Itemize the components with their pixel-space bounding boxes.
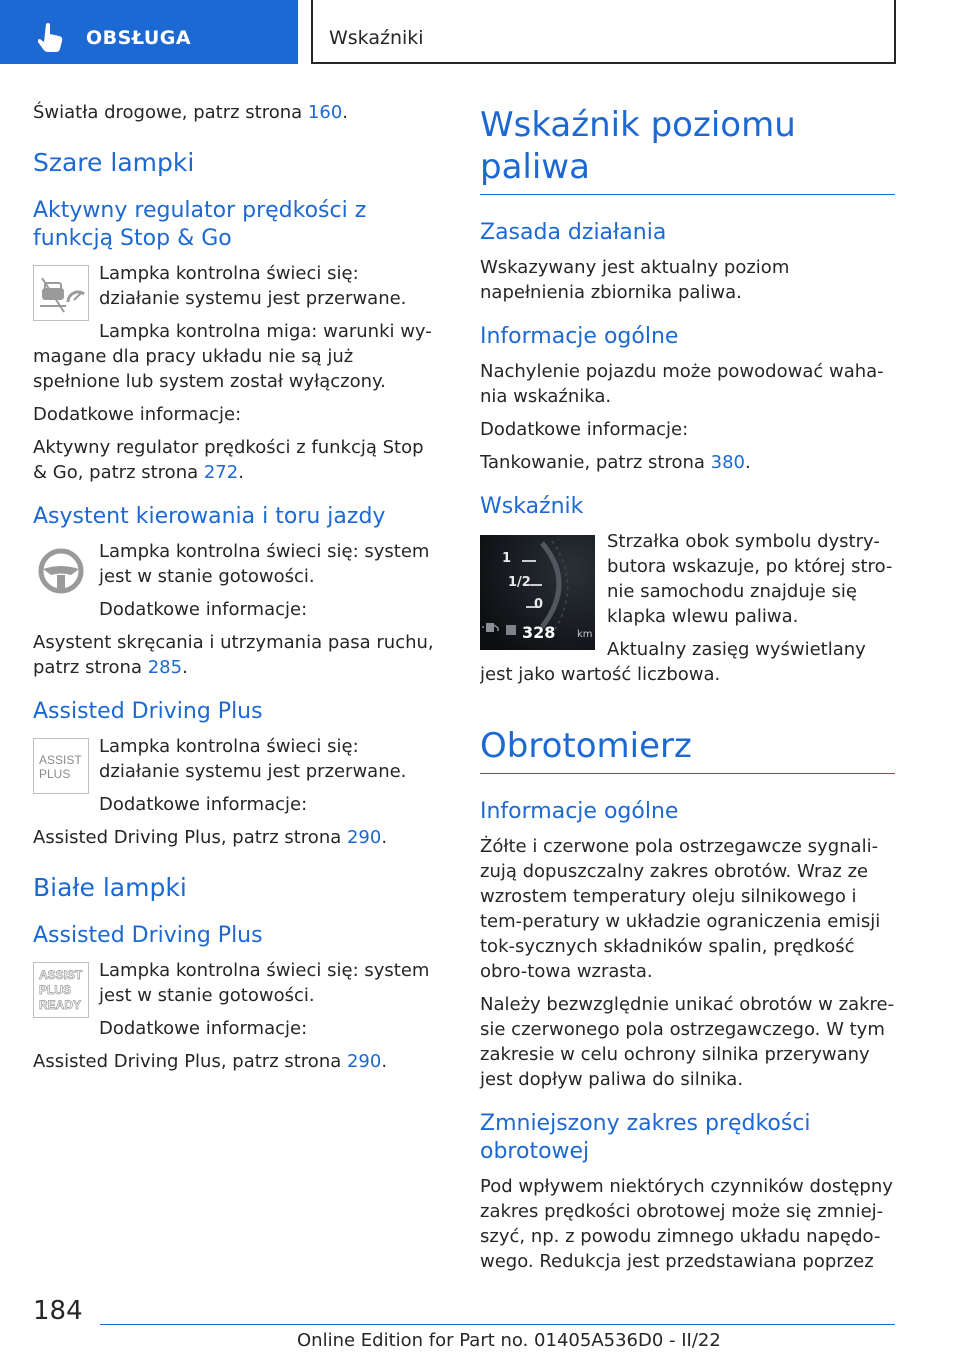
edition-note: Online Edition for Part no. 01405A536D0 - II/22 (297, 1330, 721, 1351)
page-link[interactable]: 380 (710, 452, 745, 473)
gauge-block (480, 529, 895, 695)
steer-block (33, 539, 440, 630)
rpm-p2: Należy bezwzględnie unikać obrotów w zakre-sie czerwonego pola ostrzegawczego. W tym zakresie w celu ochrony silnika przerywany jest dopływ paliwa do silnika. (480, 994, 895, 1090)
adp-gray-more: Dodatkowe informacje: (99, 794, 308, 815)
assist-plus-icon: ASSIST PLUS (33, 738, 89, 794)
adp-white-ref: Assisted Driving Plus, patrz strona 290. (33, 1051, 388, 1072)
adp-white-block (33, 958, 440, 1049)
gray-lamps-heading: Szare lampki (33, 148, 195, 177)
steer-heading: Asystent kierowania i toru jazdy (33, 504, 386, 529)
page-link[interactable]: 160 (307, 102, 343, 123)
reduced-paragraph: Pod wpływem niektórych czynników dostępny zakres prędkości obrotowej może się zmniej-szyć, np. z powodu zimnego układu napędo-wego. Redukcja jest przedstawiana poprzez (480, 1176, 893, 1272)
section-label: OBSŁUGA (86, 27, 192, 49)
adp-gray-heading: Assisted Driving Plus (33, 699, 263, 724)
page-number: 184 (33, 1296, 83, 1326)
acc-p1: Lampka kontrolna świeci się: działanie systemu jest przerwane. (99, 263, 407, 309)
page-link[interactable]: 285 (147, 657, 183, 678)
gauge-mark-half: 1/2 (508, 575, 531, 590)
adp-white-heading: Assisted Driving Plus (33, 923, 263, 948)
steer-p1: Lampka kontrolna świeci się: system jest w stanie gotowości. (99, 541, 430, 587)
adp-gray-block (33, 734, 440, 825)
left-column (33, 100, 440, 1082)
steer-ref: Asystent skręcania i utrzymania pasa ruchu, patrz strona 285. (33, 632, 434, 678)
general-more: Dodatkowe informacje: (480, 419, 689, 440)
rpm-general-heading: Informacje ogólne (480, 799, 679, 824)
fuel-pump-icon (506, 625, 516, 635)
chapter-label: Wskaźniki (329, 27, 424, 49)
rpm-p1: Żółte i czerwone pola ostrzegawcze sygnali-zują dopuszczalny zakres obrotów. Wraz ze wzrostem temperatury oleju silnikowego i tem-peratury w układzie ograniczenia emisji tok-sycznych składników spalin, prędkość obro-towa wzrasta. (480, 836, 881, 982)
principle-paragraph: Wskazywany jest aktualny poziom napełnienia zbiornika paliwa. (480, 257, 790, 303)
hand-pointer-icon (38, 22, 66, 52)
acc-p2: Lampka kontrolna miga: warunki wy-magane dla pracy układu nie są już spełnione lub system został wyłączony. (33, 321, 432, 392)
gauge-p1: Strzałka obok symbolu dystry-butora wskazuje, po której stro-nie samochodu znajduje się klapka wlewu paliwa. (607, 531, 893, 627)
steer-more: Dodatkowe informacje: (99, 599, 308, 620)
gauge-heading: Wskaźnik (480, 494, 584, 519)
adp-gray-ref: Assisted Driving Plus, patrz strona 290. (33, 827, 388, 848)
adp-white-more: Dodatkowe informacje: (99, 1018, 308, 1039)
acc-ref: Aktywny regulator prędkości z funkcją Stop & Go, patrz strona 272. (33, 437, 424, 483)
page-link[interactable]: 272 (203, 462, 239, 483)
fuel-gauge-image (480, 535, 595, 650)
white-lamps-heading: Białe lampki (33, 873, 187, 902)
assist-plus-ready-icon: ASSIST PLUS READY (33, 962, 89, 1018)
intro-paragraph: Światła drogowe, patrz strona 160. (33, 102, 349, 123)
page-link[interactable]: 290 (346, 827, 382, 848)
gauge-mark-empty: 0 (534, 597, 544, 612)
gauge-p2: Aktualny zasięg wyświetlany jest jako wartość liczbowa. (480, 639, 866, 685)
fuel-heading: Wskaźnik poziomu paliwa (480, 104, 895, 195)
general-heading: Informacje ogólne (480, 324, 679, 349)
section-tab[interactable] (0, 0, 298, 64)
adp-white-p1: Lampka kontrolna świeci się: system jest w stanie gotowości. (99, 960, 430, 1006)
acc-lamp-icon (33, 265, 89, 321)
acc-more: Dodatkowe informacje: (33, 404, 242, 425)
acc-block (33, 261, 440, 402)
page-link[interactable]: 290 (346, 1051, 382, 1072)
reduced-heading: Zmniejszony zakres prędkości obrotowej (480, 1111, 811, 1164)
gauge-mark-full: 1 (502, 551, 512, 566)
chapter-header (311, 0, 896, 64)
general-ref: Tankowanie, patrz strona 380. (480, 452, 751, 473)
range-value: 328 (522, 623, 556, 642)
acc-heading: Aktywny regulator prędkości z funkcją Stop & Go (33, 198, 367, 251)
rpm-heading: Obrotomierz (480, 725, 895, 774)
right-column (480, 100, 895, 1282)
steering-wheel-icon (33, 543, 89, 599)
adp-gray-p1: Lampka kontrolna świeci się: działanie systemu jest przerwane. (99, 736, 407, 782)
footer-divider (100, 1324, 895, 1325)
principle-heading: Zasada działania (480, 220, 667, 245)
general-paragraph: Nachylenie pojazdu może powodować waha-nia wskaźnika. (480, 361, 884, 407)
range-unit: km (577, 629, 593, 640)
